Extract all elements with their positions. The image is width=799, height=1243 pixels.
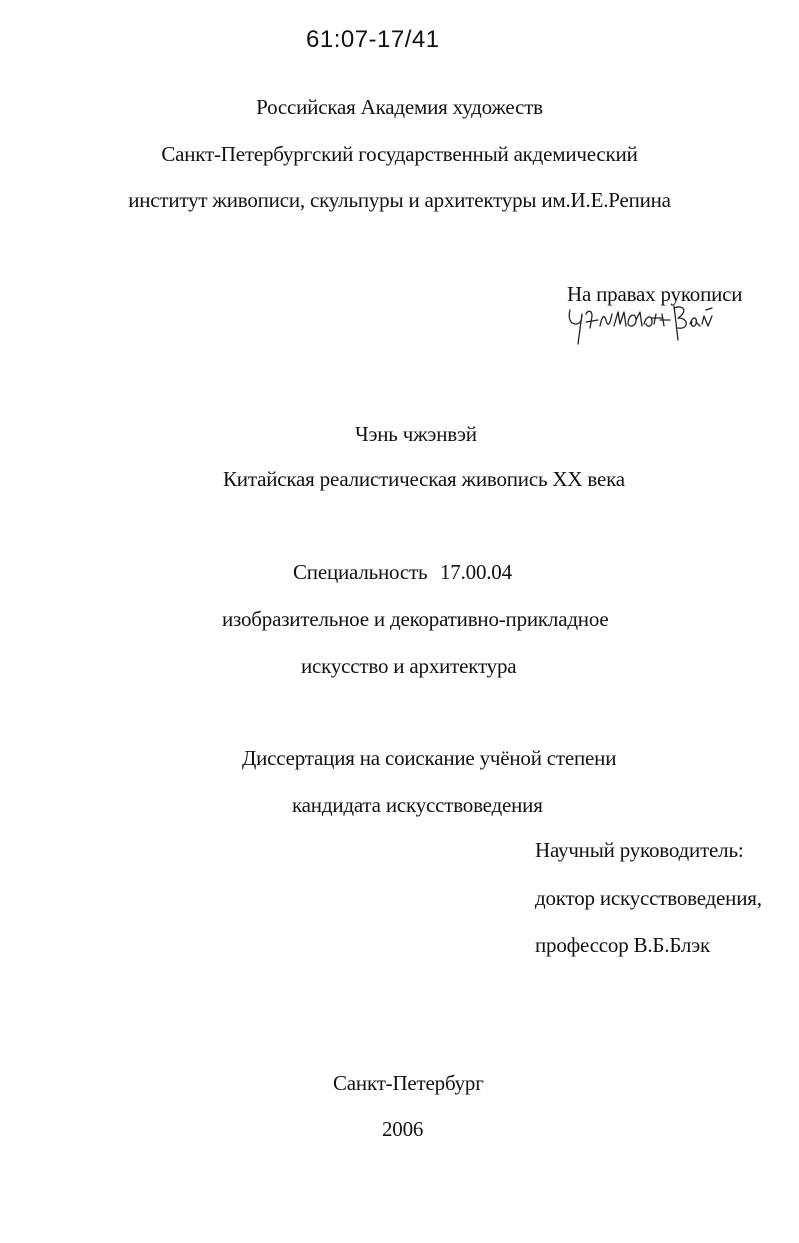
manuscript-rights: На правах рукописи (567, 282, 743, 306)
specialty-line-2: искусство и архитектура (301, 654, 517, 678)
supervisor-name: профессор В.Б.Блэк (535, 933, 711, 957)
specialty-label: Специальность (293, 560, 428, 584)
supervisor-label: Научный руководитель: (535, 838, 744, 862)
city: Санкт-Петербург (333, 1071, 484, 1095)
institution-line-2: Санкт-Петербургский государственный акдемический (161, 142, 638, 166)
supervisor-degree: доктор искусствоведения, (535, 886, 762, 910)
year: 2006 (382, 1117, 424, 1141)
specialty-line-1: изобразительное и декоративно-прикладное (222, 607, 609, 631)
author-name: Чэнь чжэнвэй (355, 422, 477, 446)
dissertation-title: Китайская реалистическая живопись XX века (223, 467, 625, 491)
specialty-code: 17.00.04 (440, 560, 512, 584)
degree-line-1: Диссертация на соискание учёной степени (242, 746, 617, 770)
institution-line-1: Российская Академия художеств (256, 95, 543, 119)
handwritten-signature (566, 300, 731, 350)
degree-line-2: кандидата искусствоведения (292, 793, 543, 817)
institution-line-3: институт живописи, скульпуры и архитектуры им.И.Е.Репина (128, 188, 671, 212)
catalog-number: 61:07-17/41 (306, 26, 440, 53)
